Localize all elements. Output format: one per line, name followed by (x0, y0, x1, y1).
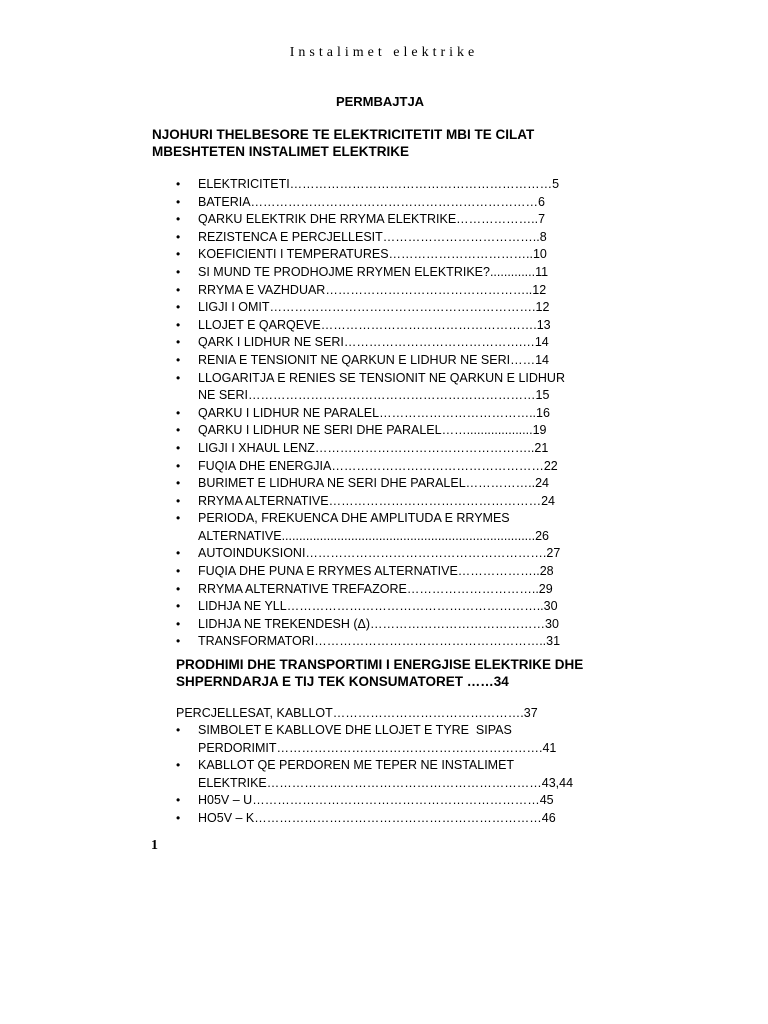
toc-entry: • FUQIA DHE PUNA E RRYMES ALTERNATIVE………………..28 (176, 563, 616, 581)
toc-entry: • HO5V – K……………………………………………………………46 (176, 810, 616, 828)
section-1-toc-list (176, 176, 616, 651)
toc-entry: • RRYMA ALTERNATIVE……………………………………………24 (176, 493, 616, 511)
section-2-heading-line-2: SHPERNDARJA E TIJ TEK KONSUMATORET ……34 (176, 674, 509, 689)
toc-entry-plain: PERCJELLESAT, KABLLOT……………………………………….37 (176, 706, 538, 720)
toc-title: PERMBAJTJA (335, 94, 425, 109)
toc-entry: • FUQIA DHE ENERGJIA……………………………………………22 (176, 458, 616, 476)
toc-entry: • H05V – U……………………………………………………………45 (176, 792, 616, 810)
toc-entry: • RENIA E TENSIONIT NE QARKUN E LIDHUR NE SERI……14 (176, 352, 616, 370)
toc-entry: • BATERIA……………………………………………………………6 (176, 194, 616, 212)
page-number: 1 (151, 838, 158, 853)
section-2-heading (176, 656, 606, 690)
running-header: Instalimet elektrike (289, 45, 479, 60)
toc-entry: • AUTOINDUKSIONI………………………………………………….27 (176, 545, 616, 563)
section-2-heading-line-1: PRODHIMI DHE TRANSPORTIMI I ENERGJISE ELEKTRIKE DHE (176, 657, 584, 672)
section-1-heading-line-1: NJOHURI THELBESORE TE ELEKTRICITETIT MBI TE CILAT (152, 127, 535, 142)
toc-entry: • PERIODA, FREKUENCA DHE AMPLITUDA E RRYMES ALTERNATIVE.........................................................................26 (176, 510, 616, 545)
toc-entry: • LIGJI I XHAUL LENZ……………………………………………..21 (176, 440, 616, 458)
toc-entry: • REZISTENCA E PERCJELLESIT………………………………..8 (176, 229, 616, 247)
toc-entry: • QARKU I LIDHUR NE SERI DHE PARALEL……...................19 (176, 422, 616, 440)
toc-entry: • BURIMET E LIDHURA NE SERI DHE PARALEL……………..24 (176, 475, 616, 493)
toc-entry: • QARKU ELEKTRIK DHE RRYMA ELEKTRIKE………………..7 (176, 211, 616, 229)
toc-entry: • KOEFICIENTI I TEMPERATURES……………………………..10 (176, 246, 616, 264)
toc-entry: • ELEKTRICITETI………………………………………………………5 (176, 176, 616, 194)
toc-entry: • LLOJET E QARQEVE…………………………………………….13 (176, 317, 616, 335)
toc-entry: • LIDHJA NE TREKENDESH (Δ)……………………………………30 (176, 616, 616, 634)
toc-entry: • RRYMA E VAZHDUAR…………………………………………..12 (176, 282, 616, 300)
toc-entry: • SIMBOLET E KABLLOVE DHE LLOJET E TYRE SIPAS PERDORIMIT……………………………………………………….41 (176, 722, 616, 757)
toc-entry: • RRYMA ALTERNATIVE TREFAZORE…………………………..29 (176, 581, 616, 599)
section-2-toc-list (176, 722, 616, 828)
toc-entry: • SI MUND TE PRODHOJME RRYMEN ELEKTRIKE?.............11 (176, 264, 616, 282)
toc-entry: • TRANSFORMATORI………………………………………………..31 (176, 633, 616, 651)
toc-entry: • LIGJI I OMIT……………………………………………………….12 (176, 299, 616, 317)
section-1-heading (152, 126, 612, 160)
toc-entry: • QARKU I LIDHUR NE PARALEL………………………………..16 (176, 405, 616, 423)
section-1-heading-line-2: MBESHTETEN INSTALIMET ELEKTRIKE (152, 144, 410, 159)
toc-entry: • LIDHJA NE YLL……………………………………………………..30 (176, 598, 616, 616)
toc-entry: • LLOGARITJA E RENIES SE TENSIONIT NE QARKUN E LIDHUR NE SERI……………………………………………………………15 (176, 370, 616, 405)
toc-entry: • KABLLOT QE PERDOREN ME TEPER NE INSTALIMET ELEKTRIKE…………………………………………………………43,44 (176, 757, 616, 792)
toc-entry: • QARK I LIDHUR NE SERI…………………………………….…14 (176, 334, 616, 352)
